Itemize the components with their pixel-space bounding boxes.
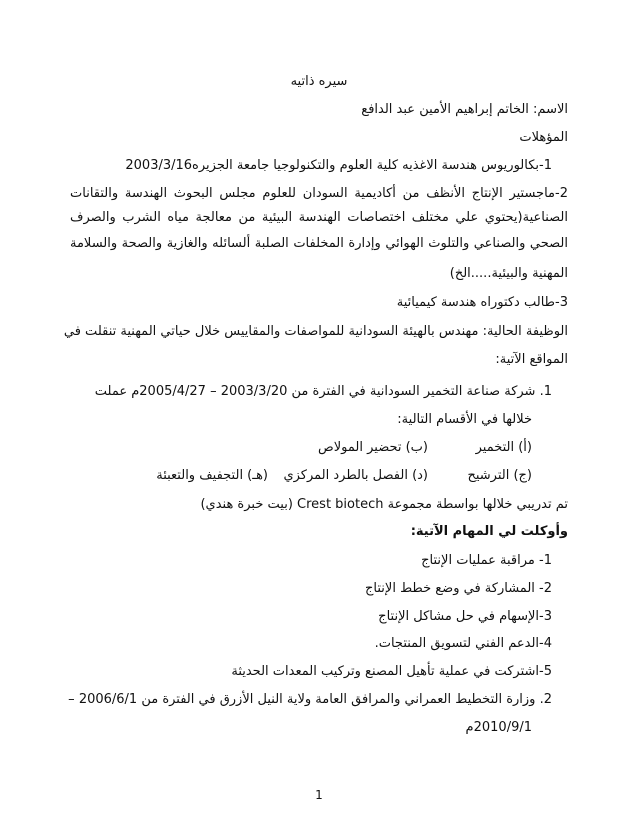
task-4: 4-الدعم الفني لتسويق المنتجات. xyxy=(374,636,552,651)
name-line: الاسم: الخاتم إبراهيم الأمين عبد الدافع xyxy=(361,102,568,117)
qualification-2-line-4: المهنية والبيئية.....الخ) xyxy=(449,266,568,281)
current-job-line-2: المواقع الآتية: xyxy=(495,352,568,367)
dept-e: (هـ) التجفيف والتعبئة xyxy=(156,468,268,483)
job-1-line-2: خلالها في الأقسام التالية: xyxy=(397,412,532,427)
departments-row-2 xyxy=(70,466,532,486)
job-1-line-1: 1. شركة صناعة التخمير السودانية في الفترة من 2003/3/20 – 2005/4/27م عملت xyxy=(94,384,552,399)
task-2: 2- المشاركة في وضع خطط الإنتاج xyxy=(365,581,552,596)
qualification-3: 3-طالب دكتوراه هندسة كيميائية xyxy=(396,295,568,310)
dept-c: (ج) الترشيح xyxy=(467,468,532,483)
page-number: 1 xyxy=(315,788,323,802)
qualification-2-line-2: الصناعية(يحتوي علي مختلف اختصاصات الهندسة البيئية من معالجة مياه الشرب والصرف xyxy=(70,210,568,225)
qualification-2-line-3: الصحي والصناعي والتلوث الهوائي وإدارة المخلفات الصلبة ألسائله والغازية والصحة والسلامة xyxy=(70,236,568,251)
qualification-1: 1-بكالوريوس هندسة الاغذيه كلية العلوم والتكنولوجيا جامعة الجزيره2003/3/16 xyxy=(125,158,552,173)
tasks-heading: وأوكلت لي المهام الآتية: xyxy=(410,524,568,539)
training-line: تم تدريبي خلالها بواسطة مجموعة Crest biotech (بيت خبرة هندي) xyxy=(200,497,568,512)
document-title: سيره ذاتيه xyxy=(290,74,348,89)
task-5: 5-اشتركت في عملية تأهيل المصنع وتركيب المعدات الحديثة xyxy=(231,664,552,679)
job-2-line-1: 2. وزارة التخطيط العمراني والمرافق العامة ولاية النيل الأزرق في الفترة من 2006/6/1 – xyxy=(68,692,552,707)
job-2-line-2: 2010/9/1م xyxy=(465,720,532,735)
task-1: 1- مراقبة عمليات الإنتاج xyxy=(421,553,552,568)
current-job-line-1: الوظيفة الحالية: مهندس بالهيئة السودانية للمواصفات والمقاييس خلال حياتي المهنية تنقلت في xyxy=(63,324,568,339)
dept-b: (ب) تحضير المولاص xyxy=(318,440,428,455)
qualifications-heading: المؤهلات xyxy=(519,130,568,145)
departments-row-1 xyxy=(70,438,532,458)
qualification-2-line-1: 2-ماجستير الإنتاج الأنظف من أكاديمية السودان للعلوم مجلس البحوث الهندسة والتقانات xyxy=(70,186,568,201)
dept-a: (أ) التخمير xyxy=(475,440,532,455)
task-3: 3-الإسهام في حل مشاكل الإنتاج xyxy=(378,609,552,624)
dept-d: (د) الفصل بالطرد المركزي xyxy=(283,468,428,483)
